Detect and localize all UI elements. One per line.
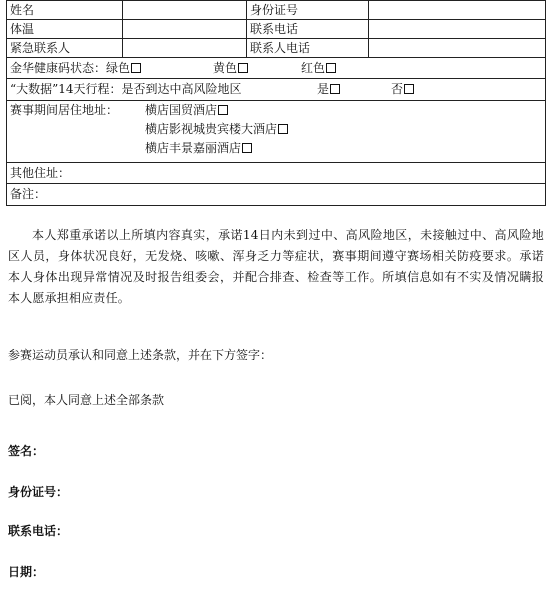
temp-label: 体温: [7, 20, 123, 38]
signature-label: 签名：: [8, 444, 45, 458]
hotel-list: [145, 101, 288, 158]
red-checkbox[interactable]: [326, 63, 336, 73]
row-emergency: [7, 39, 545, 58]
consent-statement: 参赛运动员承认和同意上述条款，并在下方签字：: [8, 348, 273, 362]
health-code-label: 金华健康码状态：: [10, 61, 107, 75]
name-label: 姓名: [7, 1, 123, 19]
hotel-checkbox[interactable]: [218, 105, 228, 115]
yes-checkbox[interactable]: [330, 84, 340, 94]
option-yes: [317, 79, 340, 100]
green-checkbox[interactable]: [131, 63, 141, 73]
registration-form-table: [6, 0, 546, 206]
read-statement: 已阅，本人同意上述全部条款: [8, 393, 165, 407]
hotel-label: 横店丰景嘉丽酒店: [145, 141, 242, 155]
address-label: 赛事期间居住地址：: [10, 103, 119, 117]
hotel-option-0: [145, 101, 288, 120]
id-field[interactable]: [369, 1, 545, 19]
no-checkbox[interactable]: [404, 84, 414, 94]
no-label: 否: [391, 82, 404, 96]
row-bigdata: [7, 79, 545, 101]
phone-field[interactable]: [369, 20, 545, 38]
yes-label: 是: [317, 82, 330, 96]
remarks-label: 备注：: [10, 187, 47, 201]
green-label: 绿色: [106, 61, 131, 75]
hotel-checkbox[interactable]: [242, 143, 252, 153]
hotel-label: 横店影视城贵宾楼大酒店: [145, 122, 278, 136]
row-health-code: [7, 58, 545, 79]
name-field[interactable]: [123, 1, 247, 19]
row-other-address: [7, 163, 545, 184]
other-address-label: 其他住址：: [10, 166, 71, 180]
option-green: [106, 58, 141, 78]
signature-id-label: 身份证号：: [8, 485, 69, 499]
option-red: [301, 58, 336, 78]
option-yellow: [213, 58, 248, 78]
option-no: [391, 79, 414, 100]
row-temp-phone: [7, 20, 545, 39]
hotel-option-2: [145, 139, 288, 158]
hotel-option-1: [145, 120, 288, 139]
yellow-checkbox[interactable]: [238, 63, 248, 73]
phone-label: 联系电话: [247, 20, 369, 38]
emergency-label: 紧急联系人: [7, 39, 123, 57]
signature-phone-label: 联系电话：: [8, 524, 69, 538]
yellow-label: 黄色: [213, 61, 238, 75]
contact-phone-field[interactable]: [369, 39, 545, 57]
hotel-label: 横店国贸酒店: [145, 103, 218, 117]
signature-date-label: 日期：: [8, 565, 45, 579]
pledge-paragraph: 本人郑重承诺以上所填内容真实，承诺14日内未到过中、高风险地区，未接触过中、高风险地区人员，身体状况良好，无发烧、咳嗽、浑身乏力等症状，赛事期间遵守赛场相关防疫要求。承诺本人身体出现异常情况及时报告组委会，并配合排查、检查等工作。所填信息如有不实及情况瞒报本人愿承担相应责任。: [8, 228, 544, 305]
bigdata-label: “大数据”14天行程：是否到达中高风险地区: [10, 82, 242, 96]
id-label: 身份证号: [247, 1, 369, 19]
row-name-id: [7, 1, 545, 20]
temp-field[interactable]: [123, 20, 247, 38]
row-address: [7, 101, 545, 163]
emergency-field[interactable]: [123, 39, 247, 57]
contact-phone-label: 联系人电话: [247, 39, 369, 57]
row-remarks: [7, 184, 545, 205]
hotel-checkbox[interactable]: [278, 124, 288, 134]
red-label: 红色: [301, 61, 326, 75]
